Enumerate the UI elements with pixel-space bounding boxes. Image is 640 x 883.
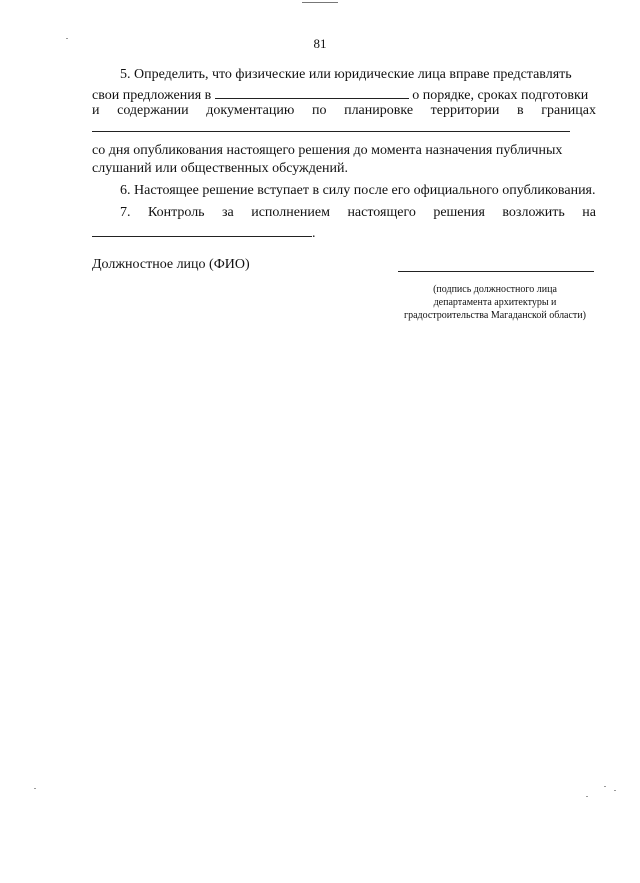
item7-word: 7. — [120, 205, 131, 220]
item5-line4: со дня опубликования настоящего решения до момента назначения публичных — [92, 143, 563, 158]
item5-line3-word: документацию — [206, 103, 295, 118]
item5-line3-word: по — [311, 103, 327, 118]
item7-word: возложить — [502, 205, 565, 220]
item7-word: за — [222, 205, 234, 220]
top-edge-mark — [302, 2, 338, 3]
item7-line1 — [120, 204, 596, 222]
item7-word: исполнением — [251, 205, 330, 220]
caption-line-3: градостроительства Магаданской области) — [403, 310, 586, 321]
item5-line3-word: планировке — [344, 103, 414, 118]
item5-line3-word: территории — [430, 103, 500, 118]
blank-line-responsible — [92, 222, 312, 237]
item5-line3-word: в — [517, 103, 524, 118]
item7-word: на — [582, 205, 596, 220]
item7-word: решения — [433, 205, 485, 220]
item6-text: 6. Настоящее решение вступает в силу после его официального опубликования. — [120, 183, 596, 198]
item7-line2 — [92, 222, 316, 243]
signature-caption — [380, 283, 610, 322]
item7-word: настоящего — [347, 205, 416, 220]
item5-line3-word: содержании — [117, 103, 189, 118]
item5-line2-end: о порядке, сроках подготовки — [412, 88, 589, 103]
scan-speck — [604, 786, 606, 787]
blank-line-territory — [92, 131, 570, 132]
item7-word: Контроль — [147, 205, 205, 220]
caption-line-2: департамента архитектуры и — [433, 297, 557, 308]
page-number: 81 — [313, 36, 327, 51]
scan-speck — [34, 788, 36, 789]
item5-line5: слушаний или общественных обсуждений. — [92, 161, 349, 176]
item7-end-punct: . — [312, 226, 316, 241]
signature-line — [398, 271, 594, 272]
official-label: Должностное лицо (ФИО) — [92, 257, 250, 272]
scan-speck — [586, 796, 588, 797]
caption-line-1: (подпись должностного лица — [433, 284, 557, 295]
scan-speck — [66, 38, 68, 39]
scan-speck — [614, 790, 616, 791]
item5-line3 — [92, 102, 596, 120]
item5-line2-start: свои предложения в — [92, 88, 212, 103]
item5-line3-word: границах — [541, 103, 596, 118]
item5-line1: 5. Определить, что физические или юридические лица вправе представлять — [120, 67, 572, 82]
item5-line3-word: и — [92, 103, 100, 118]
blank-line-publication — [215, 84, 409, 99]
